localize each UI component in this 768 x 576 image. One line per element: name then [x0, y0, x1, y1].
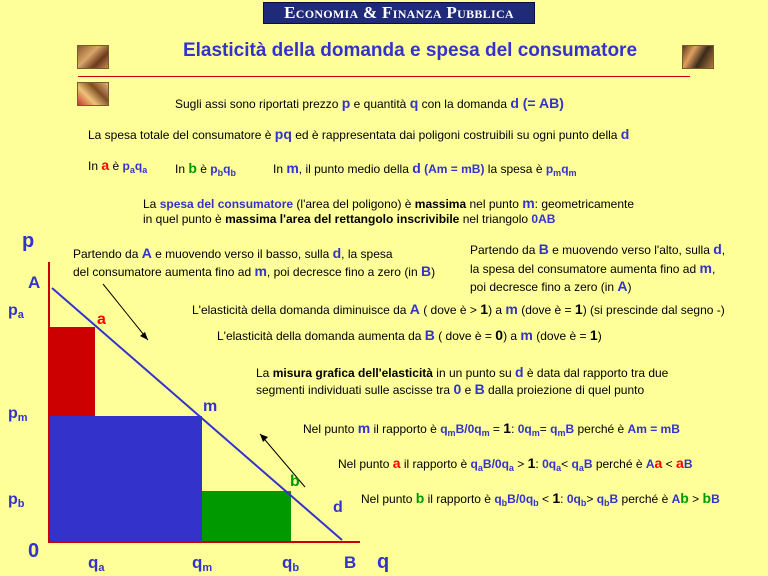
intro-line-1: Sugli assi sono riportati prezzo p e quantità q con la domanda d (= AB): [175, 95, 564, 111]
from-B-line-1: Partendo da B e muovendo verso l'alto, sulla d,: [470, 241, 726, 257]
expenditure-rect-m: [50, 416, 202, 542]
from-B-line-2: la spesa del consumatore aumenta fino ad m,: [470, 260, 716, 276]
max-note-line-1: La spesa del consumatore (l'area del poligono) è massima nel punto m: geometricamente: [143, 195, 635, 211]
expenditure-at-a: In a è $p_aq_a$: [88, 157, 148, 175]
measure-line-1: La misura grafica dell'elasticità in un punto su d è data dal rapporto tra due: [256, 364, 669, 380]
ratio-at-m: Nel punto m il rapporto è $q_mB/0q_m = 1$: $0q_m= q_mB$ perché è Am = mB: [303, 420, 680, 438]
slide-title: Elasticità della domanda e spesa del consumatore: [182, 40, 638, 61]
expenditure-rect-b: [202, 491, 291, 542]
demand-curve-label: d: [333, 499, 343, 516]
quantity-axis-label: q: [377, 551, 390, 573]
quantity-qm-label: qm: [192, 553, 213, 574]
ratio-at-b: Nel punto b il rapporto è $q_bB/0q_b < 1$: $0q_b> q_bB$ perché è Ab > bB: [361, 490, 720, 508]
price-axis-label: p: [22, 230, 35, 252]
intro-line-2: La spesa totale del consumatore è pq ed è rappresentata dai poligoni costruibili su ogni punto della d: [88, 126, 630, 142]
course-banner: Economia & Finanza Pubblica: [263, 2, 535, 24]
arrow-down-head: [140, 332, 148, 340]
origin-label: 0: [28, 540, 40, 562]
point-B-label: B: [344, 553, 357, 572]
arrow-up-head: [260, 434, 268, 442]
point-m-label: m: [203, 398, 218, 415]
point-A-label: A: [28, 273, 41, 292]
quantity-qa-label: qa: [88, 553, 105, 574]
from-B-line-3: poi decresce fino a zero (in A): [470, 278, 632, 294]
price-pa-label: pa: [8, 302, 24, 321]
price-pm-label: pm: [8, 405, 28, 424]
from-A-line-2: del consumatore aumenta fino ad m, poi decresce fino a zero (in B): [73, 263, 436, 279]
measure-line-2: segmenti individuati sulle ascisse tra 0 e B dalla proiezione di quel punto: [256, 381, 645, 397]
max-note-line-2: in quel punto è massima l'area del rettangolo inscrivibile nel triangolo 0AB: [143, 212, 556, 226]
point-b-label: b: [290, 473, 300, 490]
ratio-at-a: Nel punto a il rapporto è $q_aB/0q_a > 1$: $0q_a< q_aB$ perché è Aa < aB: [338, 455, 693, 473]
expenditure-at-b: In b è $p_bq_b$: [175, 160, 236, 178]
expenditure-at-m: In m, il punto medio della d (Am = mB) la spesa è $p_mq_m$: [273, 160, 577, 178]
quantity-qb-label: qb: [282, 553, 300, 574]
from-A-line-1: Partendo da A e muovendo verso il basso, sulla d, la spesa: [73, 245, 393, 261]
expenditure-rect-a: [50, 327, 95, 416]
arrow-down-shaft: [103, 284, 148, 340]
elasticity-decreases-line: L'elasticità della domanda diminuisce da A ( dove è > 1) a m (dove è = 1) (si prescinde dal segno -): [192, 301, 725, 317]
elasticity-increases-line: L'elasticità della domanda aumenta da B ( dove è = 0) a m (dove è = 1): [217, 327, 602, 343]
price-pb-label: pb: [8, 491, 25, 510]
point-a-label: a: [97, 311, 106, 328]
